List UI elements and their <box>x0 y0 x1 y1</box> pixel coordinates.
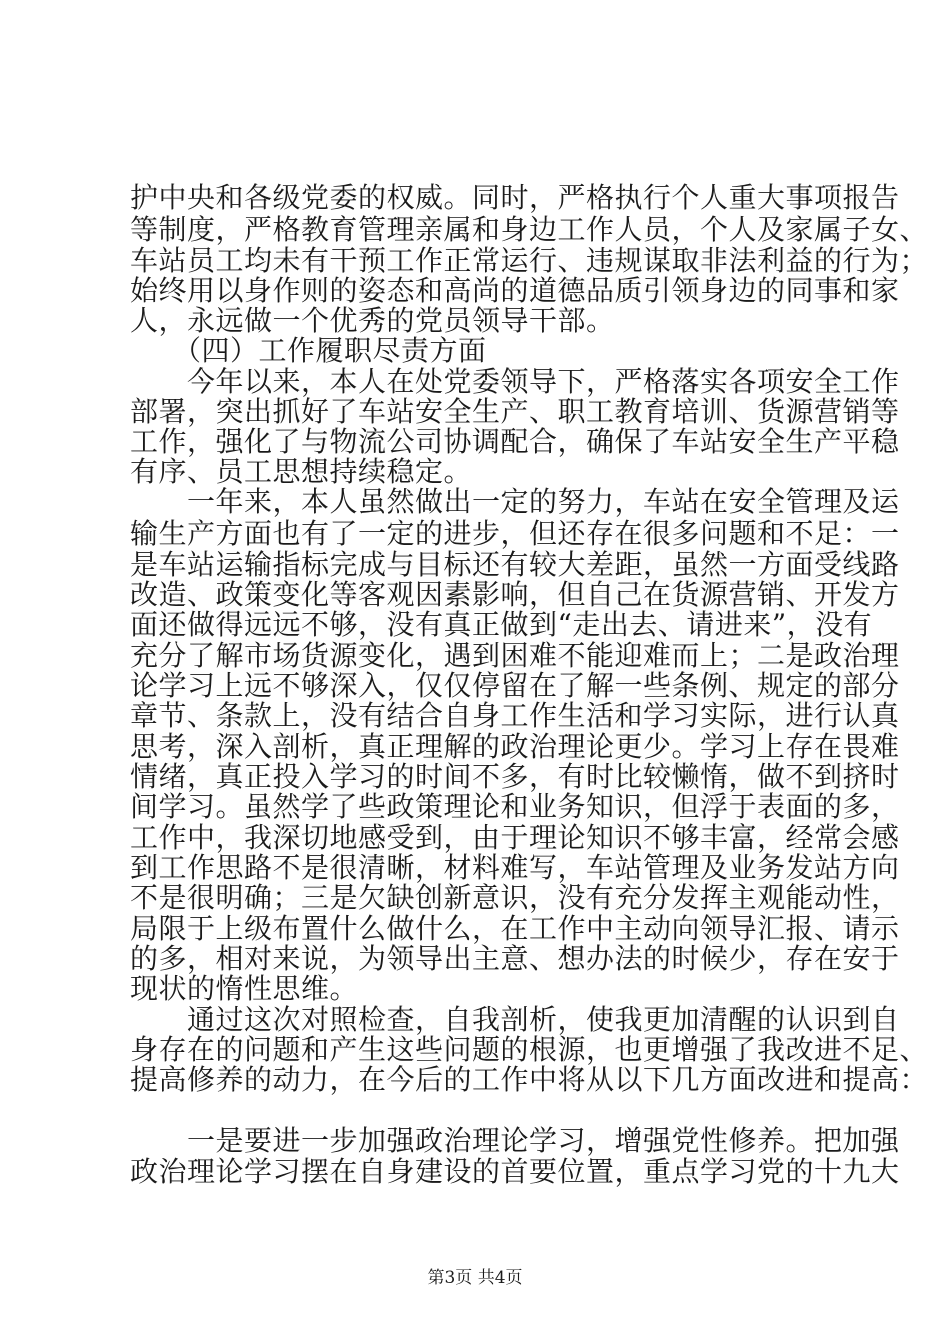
text-line: 护中央和各级党委的权威。同时，严格执行个人重大事项报告 <box>130 181 900 214</box>
text-line: 论学习上远不够深入，仅仅停留在了解一些条例、规定的部分 <box>130 669 900 702</box>
text-line: 今年以来，本人在处党委领导下，严格落实各项安全工作 <box>130 365 900 398</box>
text-line: 的多，相对来说，为领导出主意、想办法的时候少，存在安于 <box>130 942 900 975</box>
text-line: 通过这次对照检查，自我剖析，使我更加清醒的认识到自 <box>130 1003 900 1036</box>
text-line: 思考，深入剖析，真正理解的政治理论更少。学习上存在畏难 <box>130 730 900 763</box>
text-line: 一年来，本人虽然做出一定的努力，车站在安全管理及运 <box>130 485 900 518</box>
text-line: 提高修养的动力，在今后的工作中将从以下几方面改进和提高： <box>130 1063 929 1096</box>
text-line: 面还做得远远不够，没有真正做到“走出去、请进来”，没有 <box>130 608 873 641</box>
text-line: 工作中，我深切地感受到，由于理论知识不够丰富，经常会感 <box>130 821 900 854</box>
text-line: 改造、政策变化等客观因素影响，但自己在货源营销、开发方 <box>130 578 900 611</box>
text-line: 有序、员工思想持续稳定。 <box>130 455 473 488</box>
text-line: 是车站运输指标完成与目标还有较大差距，虽然一方面受线路 <box>130 548 900 581</box>
text-line: 工作，强化了与物流公司协调配合，确保了车站安全生产平稳 <box>130 425 900 458</box>
text-line: 情绪，真正投入学习的时间不多，有时比较懒惰，做不到挤时 <box>130 760 900 793</box>
text-line: 局限于上级布置什么做什么，在工作中主动向领导汇报、请示 <box>130 912 900 945</box>
text-line: 章节、条款上，没有结合自身工作生活和学习实际，进行认真 <box>130 699 900 732</box>
text-line: 等制度，严格教育管理亲属和身边工作人员，个人及家属子女、 <box>130 213 929 246</box>
text-line: 现状的惰性思维。 <box>130 972 359 1005</box>
text-line: 充分了解市场货源变化，遇到困难不能迎难而上；二是政治理 <box>130 639 900 672</box>
text-line: 到工作思路不是很清晰，材料难写，车站管理及业务发站方向 <box>130 851 900 884</box>
text-line: 一是要进一步加强政治理论学习，增强党性修养。把加强 <box>130 1124 900 1157</box>
section-heading: （四）工作履职尽责方面 <box>130 334 487 367</box>
page-number-footer: 第3页 共4页 <box>427 1268 523 1288</box>
text-line: 身存在的问题和产生这些问题的根源，也更增强了我改进不足、 <box>130 1033 929 1066</box>
text-line: 政治理论学习摆在自身建设的首要位置，重点学习党的十九大 <box>130 1155 900 1188</box>
text-line: 车站员工均未有干预工作正常运行、违规谋取非法利益的行为； <box>130 244 929 277</box>
text-line: 人，永远做一个优秀的党员领导干部。 <box>130 304 615 337</box>
text-line: 不是很明确；三是欠缺创新意识，没有充分发挥主观能动性， <box>130 881 900 914</box>
text-line: 部署，突出抓好了车站安全生产、职工教育培训、货源营销等 <box>130 395 900 428</box>
text-line: 间学习。虽然学了些政策理论和业务知识，但浮于表面的多， <box>130 790 900 823</box>
text-line: 始终用以身作则的姿态和高尚的道德品质引领身边的同事和家 <box>130 274 900 307</box>
text-line: 输生产方面也有了一定的进步，但还存在很多问题和不足：一 <box>130 517 900 550</box>
